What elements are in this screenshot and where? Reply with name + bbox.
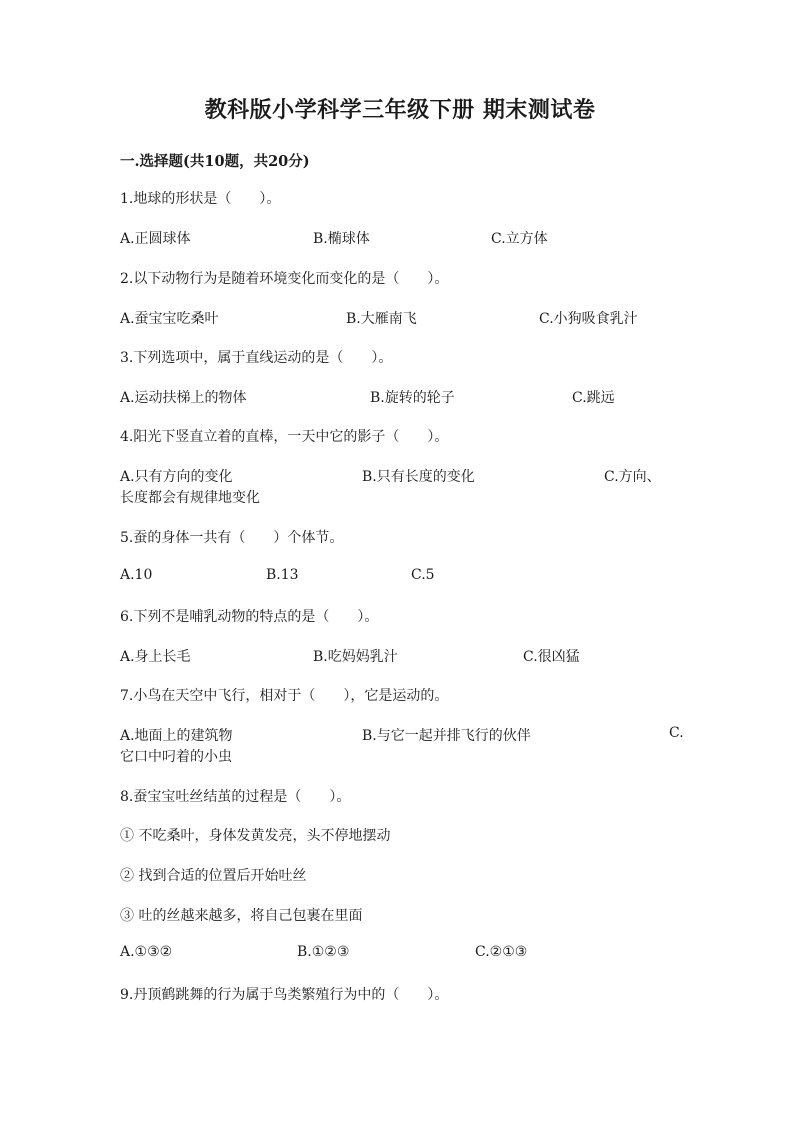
question-4: 4.阳光下竖直立着的直棒，一天中它的影子（ ）。 <box>120 429 449 445</box>
q8-step-1: ① 不吃桑叶，身体发黄发亮，头不停地摆动 <box>120 828 391 844</box>
q1-option-c: C.立方体 <box>491 231 548 247</box>
q6-option-c: C.很凶猛 <box>523 649 580 665</box>
q7-option-c: C. <box>669 725 684 741</box>
q2-option-b: B.大雁南飞 <box>346 311 417 327</box>
q8-option-a: A.①③② <box>120 944 173 960</box>
q6-option-b: B.吃妈妈乳汁 <box>313 649 398 665</box>
q3-option-a: A.运动扶梯上的物体 <box>120 390 247 406</box>
page-title: 教科版小学科学三年级下册 期末测试卷 <box>204 97 596 123</box>
q2-option-a: A.蚕宝宝吃桑叶 <box>120 311 219 327</box>
q3-option-c: C.跳远 <box>572 390 615 406</box>
q3-option-b: B.旋转的轮子 <box>370 390 455 406</box>
question-3: 3.下列选项中，属于直线运动的是（ ）。 <box>120 350 393 366</box>
section-heading: 一.选择题(共10题，共20分) <box>120 153 310 170</box>
question-9: 9.丹顶鹤跳舞的行为属于鸟类繁殖行为中的（ ）。 <box>120 987 449 1003</box>
q5-option-b: B.13 <box>266 567 299 583</box>
question-7: 7.小鸟在天空中飞行，相对于（ ），它是运动的。 <box>120 688 449 704</box>
q2-option-c: C.小狗吸食乳汁 <box>539 311 638 327</box>
q4-option-a: A.只有方向的变化 <box>120 469 233 485</box>
q4-option-c: C.方向、 <box>604 469 661 485</box>
q8-option-b: B.①②③ <box>297 944 350 960</box>
question-1: 1.地球的形状是（ ）。 <box>120 191 281 207</box>
question-5: 5.蚕的身体一共有（ ）个体节。 <box>120 530 344 546</box>
q5-option-a: A.10 <box>120 567 153 583</box>
q7-option-b: B.与它一起并排飞行的伙伴 <box>362 728 531 744</box>
q8-step-2: ② 找到合适的位置后开始吐丝 <box>120 868 307 884</box>
q1-option-b: B.椭球体 <box>313 231 370 247</box>
question-2: 2.以下动物行为是随着环境变化而变化的是（ ）。 <box>120 271 449 287</box>
q1-option-a: A.正圆球体 <box>120 231 191 247</box>
q8-step-3: ③ 吐的丝越来越多，将自己包裹在里面 <box>120 908 363 924</box>
q8-option-c: C.②①③ <box>475 944 528 960</box>
q7-option-c-continued: 它口中叼着的小虫 <box>120 749 232 765</box>
q5-option-c: C.5 <box>411 567 435 583</box>
question-8: 8.蚕宝宝吐丝结茧的过程是（ ）。 <box>120 789 351 805</box>
q6-option-a: A.身上长毛 <box>120 649 191 665</box>
q4-option-c-continued: 长度都会有规律地变化 <box>120 490 260 506</box>
question-6: 6.下列不是哺乳动物的特点的是（ ）。 <box>120 609 379 625</box>
q4-option-b: B.只有长度的变化 <box>362 469 475 485</box>
q7-option-a: A.地面上的建筑物 <box>120 728 233 744</box>
